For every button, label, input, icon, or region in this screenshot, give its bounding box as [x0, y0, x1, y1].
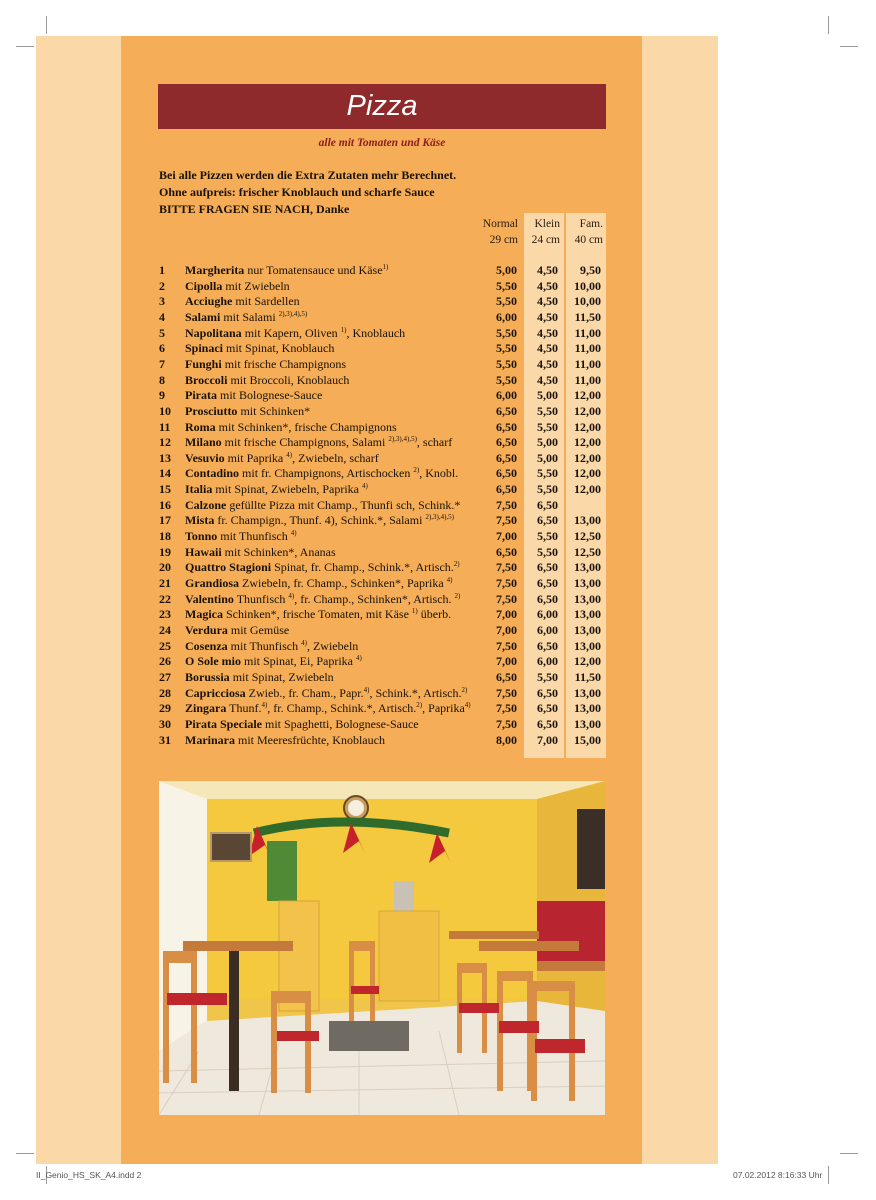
item-description — [185, 434, 452, 450]
price-family: 13,00 — [574, 513, 601, 528]
item-number: 26 — [159, 654, 171, 669]
price-normal: 6,50 — [496, 466, 517, 481]
item-footnote: 2) — [454, 591, 461, 600]
item-ingredients: , fr. Champ., Schinken*, Artisch. — [294, 591, 455, 606]
price-klein: 4,50 — [537, 309, 558, 324]
price-family: 10,00 — [574, 294, 601, 309]
item-ingredients: mit Meeresfrüchte, Knoblauch — [235, 732, 385, 747]
menu-row — [0, 434, 876, 450]
item-number: 15 — [159, 482, 171, 497]
item-name: Hawaii — [185, 544, 222, 559]
price-family: 12,50 — [574, 544, 601, 559]
item-ingredients: mit Sardellen — [232, 294, 300, 309]
column-header-normal: Normal 29 cm — [482, 218, 518, 246]
price-family: 9,50 — [580, 263, 601, 277]
price-normal: 7,50 — [496, 701, 517, 716]
item-ingredients: fr. Champign., Thunf. 4), Schink.*, Salami — [214, 513, 426, 528]
item-description — [185, 465, 458, 481]
item-footnote: 1) — [340, 325, 347, 334]
item-description — [185, 481, 368, 497]
item-footnote: 4) — [288, 591, 295, 600]
price-klein: 5,50 — [537, 482, 558, 497]
item-description — [185, 716, 419, 732]
item-description — [185, 528, 297, 544]
item-description — [185, 653, 362, 669]
item-name: Pirata Speciale — [185, 716, 262, 731]
price-family: 12,00 — [574, 482, 601, 497]
item-number: 25 — [159, 638, 171, 653]
item-description — [185, 700, 471, 716]
crop-mark — [46, 16, 47, 34]
price-normal: 6,50 — [496, 544, 517, 559]
crop-mark — [16, 46, 34, 47]
item-description — [185, 732, 385, 748]
menu-row — [0, 340, 876, 356]
menu-row — [0, 528, 876, 544]
price-family: 13,00 — [574, 591, 601, 606]
menu-row — [0, 372, 876, 388]
price-normal: 7,50 — [496, 716, 517, 731]
crop-mark — [828, 16, 829, 34]
item-ingredients: überb. — [417, 607, 452, 622]
crop-mark — [840, 46, 858, 47]
price-normal: 6,50 — [496, 435, 517, 450]
item-name: Marinara — [185, 732, 235, 747]
column-header-fam: Fam. 40 cm — [574, 218, 603, 246]
crop-mark — [16, 1153, 34, 1154]
menu-row — [0, 606, 876, 622]
item-number: 29 — [159, 701, 171, 716]
item-name: Cosenza — [185, 638, 228, 653]
price-normal: 7,50 — [496, 638, 517, 653]
price-family: 11,00 — [574, 372, 601, 387]
item-ingredients: , Schink.*, Artisch. — [369, 685, 462, 700]
price-normal: 8,00 — [496, 732, 517, 747]
item-ingredients: mit frische Champignons, Salami — [221, 435, 389, 450]
menu-row — [0, 591, 876, 607]
item-ingredients: Schinken*, frische Tomaten, mit Käse — [223, 607, 412, 622]
menu-row — [0, 544, 876, 560]
price-normal: 5,50 — [496, 294, 517, 309]
menu-row — [0, 387, 876, 403]
price-normal: 7,00 — [496, 529, 517, 544]
item-ingredients: nur Tomatensauce und Käse — [244, 263, 383, 277]
restaurant-photo — [159, 781, 605, 1115]
intro-line: Ohne aufpreis: frischer Knoblauch und scharfe Sauce — [159, 185, 435, 199]
price-normal: 5,50 — [496, 341, 517, 356]
item-ingredients: , Zwiebeln — [306, 638, 359, 653]
price-normal: 5,50 — [496, 372, 517, 387]
item-number: 4 — [159, 309, 165, 324]
item-number: 18 — [159, 529, 171, 544]
item-number: 7 — [159, 356, 165, 371]
price-normal: 6,50 — [496, 450, 517, 465]
price-family: 12,00 — [574, 466, 601, 481]
crop-mark — [840, 1153, 858, 1154]
item-number: 16 — [159, 497, 171, 512]
price-klein: 6,50 — [537, 716, 558, 731]
price-klein: 5,50 — [537, 419, 558, 434]
item-footnote: 4) — [261, 701, 268, 710]
item-footnote: 4) — [301, 638, 307, 647]
price-klein: 6,00 — [537, 622, 558, 637]
item-ingredients: , Paprika — [422, 701, 465, 716]
menu-row — [0, 278, 876, 294]
menu-row — [0, 700, 876, 716]
price-family: 12,00 — [574, 435, 601, 450]
item-ingredients: mit Schinken*, frische Champignons — [215, 419, 397, 434]
price-klein: 6,50 — [537, 513, 558, 528]
menu-row — [0, 262, 876, 278]
price-normal: 6,50 — [496, 403, 517, 418]
item-description — [185, 606, 451, 622]
price-normal: 7,50 — [496, 513, 517, 528]
item-description — [185, 293, 300, 309]
item-footnote: 4) — [356, 654, 362, 663]
item-name: Margherita — [185, 263, 245, 277]
price-klein: 6,50 — [537, 591, 558, 606]
price-klein: 4,50 — [537, 325, 558, 340]
item-name: Valentino — [185, 591, 234, 606]
menu-row — [0, 653, 876, 669]
item-description — [185, 356, 346, 372]
item-name: Verdura — [185, 622, 228, 637]
price-family: 12,00 — [574, 388, 601, 403]
item-number: 10 — [159, 403, 171, 418]
menu-row — [0, 465, 876, 481]
price-family: 12,00 — [574, 654, 601, 669]
price-family: 12,50 — [574, 529, 601, 544]
intro-line: Bei alle Pizzen werden die Extra Zutaten mehr Berechnet. — [159, 168, 457, 182]
item-number: 8 — [159, 372, 165, 387]
price-klein: 4,50 — [537, 341, 558, 356]
item-number: 13 — [159, 450, 171, 465]
item-name: Calzone — [185, 497, 227, 512]
price-klein: 6,50 — [537, 701, 558, 716]
item-footnote: 4) — [362, 482, 368, 491]
item-name: Quattro Stagioni — [185, 560, 272, 575]
item-number: 23 — [159, 607, 171, 622]
item-name: Cipolla — [185, 278, 223, 293]
price-klein: 6,00 — [537, 654, 558, 669]
price-klein: 6,50 — [537, 685, 558, 700]
item-footnote: 4) — [286, 450, 293, 459]
item-footnote: 2) — [413, 466, 420, 475]
price-family: 13,00 — [574, 716, 601, 731]
price-normal: 7,50 — [496, 591, 517, 606]
item-footnote: 2),3),4),5) — [425, 513, 455, 522]
item-number: 12 — [159, 435, 171, 450]
item-number: 31 — [159, 732, 171, 747]
item-ingredients: mit Salami — [220, 309, 279, 324]
item-ingredients: mit Gemüse — [227, 622, 290, 637]
menu-row — [0, 716, 876, 732]
item-ingredients: Zwieb., fr. Cham., Papr. — [245, 685, 364, 700]
menu-row — [0, 685, 876, 701]
item-footnote: 2),3),4),5) — [278, 309, 308, 318]
price-normal: 7,50 — [496, 497, 517, 512]
menu-row — [0, 669, 876, 685]
item-number: 2 — [159, 278, 165, 293]
price-klein: 5,50 — [537, 669, 558, 684]
item-description — [185, 278, 290, 294]
item-description — [185, 497, 460, 513]
price-klein: 6,00 — [537, 607, 558, 622]
price-normal: 7,00 — [496, 607, 517, 622]
price-normal: 5,00 — [496, 263, 517, 277]
footer-timestamp: 07.02.2012 8:16:33 Uhr — [733, 1170, 823, 1180]
price-family: 12,00 — [574, 403, 601, 418]
price-normal: 7,00 — [496, 654, 517, 669]
menu-row — [0, 293, 876, 309]
price-klein: 5,00 — [537, 435, 558, 450]
item-name: Italia — [185, 482, 213, 497]
price-klein: 6,50 — [537, 638, 558, 653]
price-normal: 5,50 — [496, 278, 517, 293]
price-klein: 5,50 — [537, 403, 558, 418]
menu-row — [0, 419, 876, 435]
item-description — [185, 575, 453, 591]
price-klein: 5,00 — [537, 388, 558, 403]
item-ingredients: mit Broccoli, Knoblauch — [227, 372, 350, 387]
item-footnote: 4) — [363, 685, 370, 694]
price-family: 12,00 — [574, 450, 601, 465]
price-family: 15,00 — [574, 732, 601, 747]
item-ingredients: , Zwiebeln, scharf — [292, 450, 379, 465]
item-description — [185, 309, 307, 325]
price-klein: 4,50 — [537, 356, 558, 371]
intro-line: BITTE FRAGEN SIE NACH, Danke — [159, 202, 350, 216]
item-footnote: 4) — [464, 701, 471, 710]
item-name: Funghi — [185, 356, 222, 371]
item-description — [185, 325, 405, 341]
restaurant-interior-image — [159, 781, 605, 1115]
item-number: 27 — [159, 669, 171, 684]
item-name: Capricciosa — [185, 685, 246, 700]
menu-row — [0, 622, 876, 638]
item-ingredients: , Knoblauch — [346, 325, 406, 340]
item-ingredients: mit Spinat, Zwiebeln, Paprika — [212, 482, 362, 497]
item-number: 6 — [159, 341, 165, 356]
item-description — [185, 387, 322, 403]
item-name: Borussia — [185, 669, 230, 684]
item-description — [185, 559, 460, 575]
item-description — [185, 403, 310, 419]
item-name: Tonno — [185, 529, 218, 544]
price-family: 13,00 — [574, 607, 601, 622]
item-number: 28 — [159, 685, 171, 700]
item-number: 21 — [159, 576, 171, 590]
item-number: 11 — [159, 419, 171, 434]
menu-row — [0, 403, 876, 419]
price-klein: 5,00 — [537, 450, 558, 465]
price-normal: 6,50 — [496, 482, 517, 497]
price-family: 11,50 — [574, 309, 601, 324]
price-normal: 5,50 — [496, 356, 517, 371]
price-family: 12,00 — [574, 419, 601, 434]
item-ingredients: mit Spinat, Knoblauch — [223, 341, 335, 356]
item-ingredients: , scharf — [416, 435, 453, 450]
item-description — [185, 544, 336, 560]
item-ingredients: , fr. Champ., Schink.*, Artisch. — [267, 701, 417, 716]
item-description — [185, 450, 379, 466]
item-footnote: 2),3),4),5) — [388, 435, 417, 444]
item-number: 3 — [159, 294, 165, 309]
item-footnote: 2) — [453, 560, 460, 569]
item-ingredients: , Knobl. — [419, 466, 459, 481]
price-klein: 4,50 — [537, 263, 558, 277]
item-description — [185, 512, 454, 528]
price-klein: 4,50 — [537, 372, 558, 387]
menu-row — [0, 497, 876, 513]
menu-row — [0, 325, 876, 341]
item-ingredients: Zwiebeln, fr. Champ., Schinken*, Paprika — [239, 576, 447, 590]
price-normal: 7,50 — [496, 560, 517, 575]
item-number: 1 — [159, 263, 165, 277]
item-number: 24 — [159, 622, 171, 637]
crop-mark — [828, 1166, 829, 1184]
item-description — [185, 372, 349, 388]
item-footnote: 2) — [416, 701, 423, 710]
item-name: Mista — [185, 513, 215, 528]
menu-row — [0, 732, 876, 748]
item-description — [185, 591, 460, 607]
item-description — [185, 669, 334, 685]
item-name: Pirata — [185, 388, 217, 403]
item-ingredients: mit fr. Champignons, Artischocken — [239, 466, 414, 481]
price-klein: 4,50 — [537, 294, 558, 309]
item-number: 9 — [159, 388, 165, 403]
price-family: 13,00 — [574, 638, 601, 653]
item-footnote: 4) — [290, 529, 297, 538]
item-name: Broccoli — [185, 372, 228, 387]
item-ingredients: mit Bolognese-Sauce — [217, 388, 323, 403]
price-family: 11,00 — [574, 356, 601, 371]
menu-row — [0, 450, 876, 466]
item-description — [185, 638, 358, 654]
item-ingredients: mit Kapern, Oliven — [241, 325, 341, 340]
item-number: 30 — [159, 716, 171, 731]
item-ingredients: mit frische Champignons — [221, 356, 347, 371]
menu-row — [0, 356, 876, 372]
item-description — [185, 622, 289, 638]
price-family: 11,00 — [574, 341, 601, 356]
item-ingredients: mit Schinken* — [237, 403, 311, 418]
item-ingredients: gefüllte Pizza mit Champ., Thunfi sch, Schink.* — [226, 497, 461, 512]
item-number: 19 — [159, 544, 171, 559]
price-normal: 7,00 — [496, 622, 517, 637]
item-ingredients: Spinat, fr. Champ., Schink.*, Artisch. — [271, 560, 454, 575]
item-number: 5 — [159, 325, 165, 340]
item-name: Prosciutto — [185, 403, 238, 418]
item-ingredients: mit Zwiebeln — [222, 278, 290, 293]
item-description — [185, 340, 334, 356]
price-family: 11,00 — [574, 325, 601, 340]
item-ingredients: mit Schinken*, Ananas — [221, 544, 336, 559]
item-name: Roma — [185, 419, 216, 434]
price-family: 13,00 — [574, 576, 601, 590]
item-name: Milano — [185, 435, 222, 450]
price-normal: 6,00 — [496, 388, 517, 403]
title-banner — [158, 84, 606, 129]
item-number: 22 — [159, 591, 171, 606]
item-name: O Sole mio — [185, 654, 241, 669]
page-title: Pizza — [346, 90, 418, 122]
price-family: 13,00 — [574, 622, 601, 637]
menu-row — [0, 481, 876, 497]
item-ingredients: mit Thunfisch — [217, 529, 291, 544]
price-normal: 7,50 — [496, 685, 517, 700]
price-normal: 6,50 — [496, 669, 517, 684]
price-klein: 6,50 — [537, 576, 558, 590]
price-klein: 5,50 — [537, 529, 558, 544]
intro-text — [159, 167, 456, 218]
menu-row — [0, 575, 876, 591]
item-ingredients: Thunfisch — [233, 591, 289, 606]
price-family: 10,00 — [574, 278, 601, 293]
item-name: Napolitana — [185, 325, 242, 340]
item-name: Magica — [185, 607, 223, 622]
item-footnote: 4) — [446, 576, 453, 584]
menu-row — [0, 559, 876, 575]
price-klein: 6,50 — [537, 497, 558, 512]
item-name: Vesuvio — [185, 450, 225, 465]
item-ingredients: mit Paprika — [224, 450, 287, 465]
item-ingredients: Thunf. — [226, 701, 262, 716]
price-klein: 5,50 — [537, 544, 558, 559]
price-family: 13,00 — [574, 560, 601, 575]
item-name: Salami — [185, 309, 221, 324]
price-normal: 5,50 — [496, 325, 517, 340]
item-ingredients: mit Spaghetti, Bolognese-Sauce — [261, 716, 419, 731]
item-number: 20 — [159, 560, 171, 575]
column-header-klein: Klein 24 cm — [531, 218, 560, 246]
item-description — [185, 419, 397, 435]
price-family: 13,00 — [574, 701, 601, 716]
item-footnote: 1) — [411, 607, 418, 616]
price-family: 11,50 — [574, 669, 601, 684]
price-klein: 6,50 — [537, 560, 558, 575]
menu-row — [0, 309, 876, 325]
item-description — [185, 262, 388, 278]
price-klein: 4,50 — [537, 278, 558, 293]
price-normal: 6,00 — [496, 309, 517, 324]
menu-row — [0, 512, 876, 528]
price-klein: 5,50 — [537, 466, 558, 481]
item-footnote: 2) — [461, 685, 468, 694]
subtitle: alle mit Tomaten und Käse — [318, 137, 446, 149]
item-name: Contadino — [185, 466, 240, 481]
price-klein: 7,00 — [537, 732, 558, 747]
item-name: Zingara — [185, 701, 227, 716]
price-family: 13,00 — [574, 685, 601, 700]
item-number: 14 — [159, 466, 171, 481]
price-normal: 7,50 — [496, 576, 517, 590]
item-number: 17 — [159, 513, 171, 528]
item-name: Grandiosa — [185, 576, 240, 590]
item-description — [185, 685, 467, 701]
item-name: Spinaci — [185, 341, 224, 356]
price-normal: 6,50 — [496, 419, 517, 434]
item-ingredients: mit Thunfisch — [227, 638, 302, 653]
item-footnote: 1) — [382, 263, 389, 271]
item-ingredients: mit Spinat, Ei, Paprika — [241, 654, 356, 669]
footer-filename: II_Genio_HS_SK_A4.indd 2 — [36, 1170, 142, 1180]
item-name: Acciughe — [185, 294, 233, 309]
item-ingredients: mit Spinat, Zwiebeln — [229, 669, 334, 684]
menu-row — [0, 638, 876, 654]
